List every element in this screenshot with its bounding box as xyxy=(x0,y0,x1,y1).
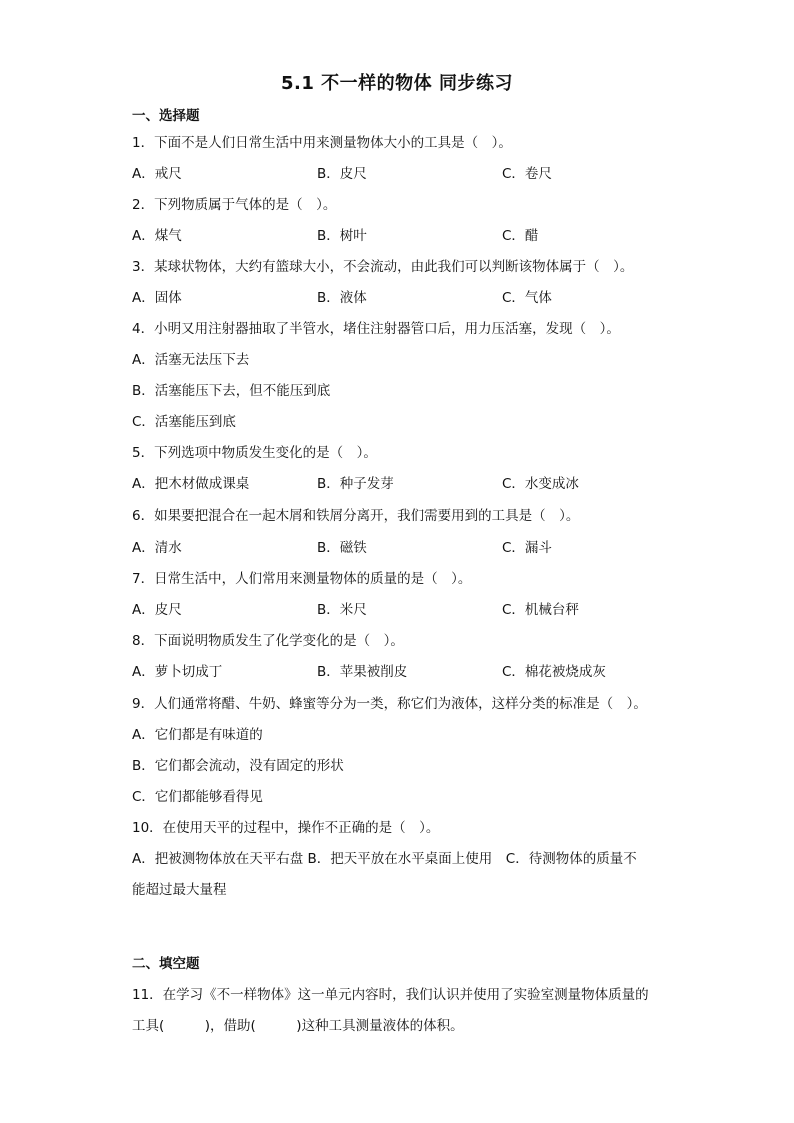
q4-option-a: A．活塞无法压下去 xyxy=(132,352,250,368)
q10-options-line-2: 能超过最大量程 xyxy=(132,882,227,898)
q1-option-b: B．皮尺 xyxy=(317,166,367,182)
q5-option-b: B．种子发芽 xyxy=(317,476,394,492)
q1-option-a: A．戒尺 xyxy=(132,166,182,182)
q2-option-c: C．醋 xyxy=(502,228,539,244)
question-11-line-1: 11．在学习《不一样物体》这一单元内容时，我们认识并使用了实验室测量物体质量的 xyxy=(132,987,649,1003)
q6-option-b: B．磁铁 xyxy=(317,540,367,556)
q7-option-a: A．皮尺 xyxy=(132,602,182,618)
q2-option-a: A．煤气 xyxy=(132,228,182,244)
q1-option-c: C．卷尺 xyxy=(502,166,552,182)
question-7: 7．日常生活中，人们常用来测量物体的质量的是（ ）。 xyxy=(132,571,472,587)
q9-option-c: C．它们都能够看得见 xyxy=(132,789,263,805)
q6-option-c: C．漏斗 xyxy=(502,540,552,556)
q7-option-b: B．米尺 xyxy=(317,602,367,618)
q10-options-line-1: A．把被测物体放在天平右盘 B．把天平放在水平桌面上使用 C．待测物体的质量不 xyxy=(132,851,637,867)
q4-option-b: B．活塞能压下去，但不能压到底 xyxy=(132,383,331,399)
question-8: 8．下面说明物质发生了化学变化的是（ ）。 xyxy=(132,633,404,649)
question-5: 5．下列选项中物质发生变化的是（ ）。 xyxy=(132,445,377,461)
q7-option-c: C．机械台秤 xyxy=(502,602,579,618)
question-10: 10．在使用天平的过程中，操作不正确的是（ ）。 xyxy=(132,820,440,836)
q8-option-b: B．苹果被削皮 xyxy=(317,664,408,680)
q5-option-c: C．水变成冰 xyxy=(502,476,579,492)
q3-option-c: C．气体 xyxy=(502,290,552,306)
q4-option-c: C．活塞能压到底 xyxy=(132,414,236,430)
question-9: 9．人们通常将醋、牛奶、蜂蜜等分为一类，称它们为液体，这样分类的标准是（ ）。 xyxy=(132,696,647,712)
q9-option-b: B．它们都会流动，没有固定的形状 xyxy=(132,758,344,774)
q8-option-c: C．棉花被烧成灰 xyxy=(502,664,606,680)
question-6: 6．如果要把混合在一起木屑和铁屑分离开，我们需要用到的工具是（ ）。 xyxy=(132,508,580,524)
q5-option-a: A．把木材做成课桌 xyxy=(132,476,250,492)
question-2: 2．下列物质属于气体的是（ ）。 xyxy=(132,197,337,213)
question-11-line-2: 工具( )，借助( )这种工具测量液体的体积。 xyxy=(132,1018,464,1034)
q9-option-a: A．它们都是有味道的 xyxy=(132,727,263,743)
question-4: 4．小明又用注射器抽取了半管水，堵住注射器管口后，用力压活塞，发现（ ）。 xyxy=(132,321,620,337)
q2-option-b: B．树叶 xyxy=(317,228,367,244)
section-heading-choice: 一、选择题 xyxy=(132,108,200,124)
page-title: 5.1 不一样的物体 同步练习 xyxy=(281,73,513,94)
question-1: 1．下面不是人们日常生活中用来测量物体大小的工具是（ ）。 xyxy=(132,135,512,151)
question-3: 3．某球状物体，大约有篮球大小，不会流动，由此我们可以判断该物体属于（ ）。 xyxy=(132,259,634,275)
q3-option-b: B．液体 xyxy=(317,290,367,306)
q3-option-a: A．固体 xyxy=(132,290,182,306)
q8-option-a: A．萝卜切成丁 xyxy=(132,664,223,680)
q6-option-a: A．清水 xyxy=(132,540,182,556)
section-heading-fill: 二、填空题 xyxy=(132,956,200,972)
